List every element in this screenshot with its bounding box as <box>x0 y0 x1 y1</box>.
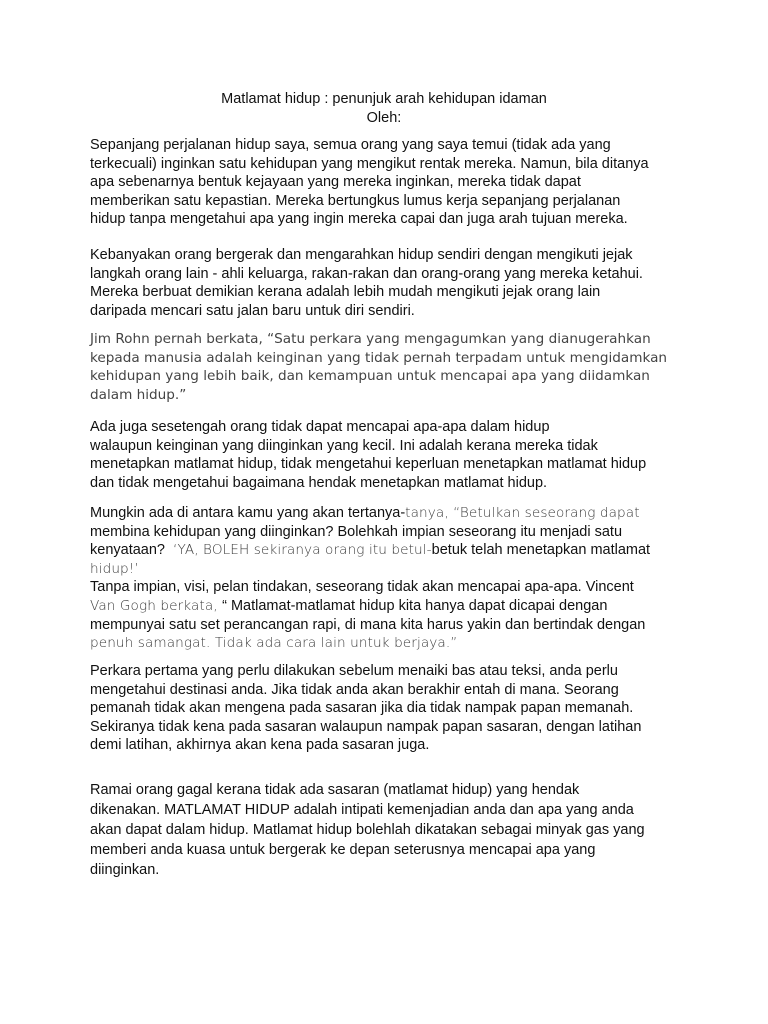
paragraph-line: pemanah tidak akan mengena pada sasaran jika dia tidak nampak papan memanah. <box>90 700 634 717</box>
quote-line: kepada manusia adalah keinginan yang tidak pernah terpadam untuk mengidamkan <box>90 349 668 366</box>
text-light: tanya, “Betulkan seseorang dapat <box>405 505 640 521</box>
paragraph-line: dikenakan. MATLAMAT HIDUP adalah intipati kemenjadian anda dan apa yang anda <box>90 802 634 818</box>
quote-line: Jim Rohn pernah berkata, “Satu perkara yang mengagumkan yang dianugerahkan <box>90 331 651 347</box>
text-normal: Tanpa impian, visi, pelan tindakan, seseorang tidak akan mencapai apa-apa. Vincent <box>90 579 634 596</box>
paragraph-line: diinginkan. <box>90 862 160 878</box>
paragraph-line <box>90 541 690 560</box>
paragraph-line: menetapkan matlamat hidup, tidak mengetahui keperluan menetapkan matlamat hidup <box>90 456 647 473</box>
paragraph-line: demi latihan, akhirnya akan kena pada sasaran juga. <box>90 737 430 754</box>
paragraph-line: Kebanyakan orang bergerak dan mengarahkan hidup sendiri dengan mengikuti jejak <box>90 247 633 263</box>
paragraph-line: langkah orang lain - ahli keluarga, rakan-rakan dan orang-orang yang mereka ketahui. <box>90 265 643 282</box>
title-block <box>0 90 768 128</box>
paragraph-line <box>90 504 690 523</box>
text-light: ‘YA, BOLEH sekiranya orang itu betul- <box>173 542 432 559</box>
text-normal: mempunyai satu set perancangan rapi, di mana kita harus yakin dan bertindak dengan <box>90 616 646 633</box>
paragraph-line: memberi anda kuasa untuk bergerak ke depan seterusnya mencapai apa yang <box>90 842 596 858</box>
paragraph-line <box>90 616 690 635</box>
paragraph-line: Perkara pertama yang perlu dilakukan sebelum menaiki bas atau teksi, anda perlu <box>90 663 618 679</box>
paragraph-line: terkecuali) inginkan satu kehidupan yang mengikut rentak mereka. Namun, bila ditanya <box>90 155 649 172</box>
paragraph-5 <box>90 504 690 653</box>
text-light: hidup!’ <box>90 560 139 577</box>
paragraph-line: Ada juga sesetengah orang tidak dapat mencapai apa-apa dalam hidup <box>90 419 550 435</box>
paragraph-line: hidup tanpa mengetahui apa yang ingin mereka capai dan juga arah tujuan mereka. <box>90 211 628 228</box>
paragraph-line: Sepanjang perjalanan hidup saya, semua orang yang saya temui (tidak ada yang <box>90 137 611 153</box>
text-light: Van Gogh berkata, <box>90 597 223 614</box>
paragraph-line: akan dapat dalam hidup. Matlamat hidup bolehlah dikatakan sebagai minyak gas yang <box>90 822 645 838</box>
text-light: penuh samangat. Tidak ada cara lain untuk berjaya.” <box>90 635 458 652</box>
paragraph-line <box>90 597 690 616</box>
document-byline: Oleh: <box>366 110 402 126</box>
paragraph-3-quote <box>90 330 690 404</box>
paragraph-1 <box>90 136 690 229</box>
document-title: Matlamat hidup : penunjuk arah kehidupan idaman <box>221 91 547 107</box>
text-normal: “ Matlamat-matlamat hidup kita hanya dapat dicapai dengan <box>222 597 608 614</box>
paragraph-line: Mereka berbuat demikian kerana adalah lebih mudah mengikuti jejak orang lain <box>90 284 601 301</box>
paragraph-4 <box>90 418 690 492</box>
paragraph-6 <box>90 662 690 755</box>
text-normal: membina kehidupan yang diinginkan? Bolehkah impian seseorang itu menjadi satu <box>90 523 623 540</box>
quote-line: kehidupan yang lebih baik, dan kemampuan untuk mencapai apa yang diidamkan <box>90 368 650 385</box>
paragraph-line: walaupun keinginan yang diinginkan yang kecil. Ini adalah kerana mereka tidak <box>90 437 598 454</box>
paragraph-line <box>90 560 690 579</box>
paragraph-line: daripada mencari satu jalan baru untuk diri sendiri. <box>90 302 415 319</box>
text-normal: Mungkin ada di antara kamu yang akan tertanya- <box>90 505 406 521</box>
paragraph-line: apa sebenarnya bentuk kejayaan yang mereka inginkan, mereka tidak dapat <box>90 174 581 191</box>
text-normal: betuk telah menetapkan matlamat <box>431 542 651 559</box>
paragraph-line <box>90 523 690 542</box>
paragraph-line: mengetahui destinasi anda. Jika tidak anda akan berakhir entah di mana. Seorang <box>90 681 619 698</box>
paragraph-line <box>90 634 690 653</box>
paragraph-line: dan tidak mengetahui bagaimana hendak menetapkan matlamat hidup. <box>90 474 548 491</box>
paragraph-line <box>90 578 690 597</box>
paragraph-line: Sekiranya tidak kena pada sasaran walaupun nampak papan sasaran, dengan latihan <box>90 718 642 735</box>
quote-line: dalam hidup.” <box>90 386 187 403</box>
text-normal: kenyataan? <box>90 542 174 559</box>
paragraph-line: memberikan satu kepastian. Mereka bertungkus lumus kerja sepanjang perjalanan <box>90 192 621 209</box>
paragraph-line: Ramai orang gagal kerana tidak ada sasaran (matlamat hidup) yang hendak <box>90 782 580 798</box>
paragraph-2 <box>90 246 690 320</box>
paragraph-7 <box>90 780 690 880</box>
